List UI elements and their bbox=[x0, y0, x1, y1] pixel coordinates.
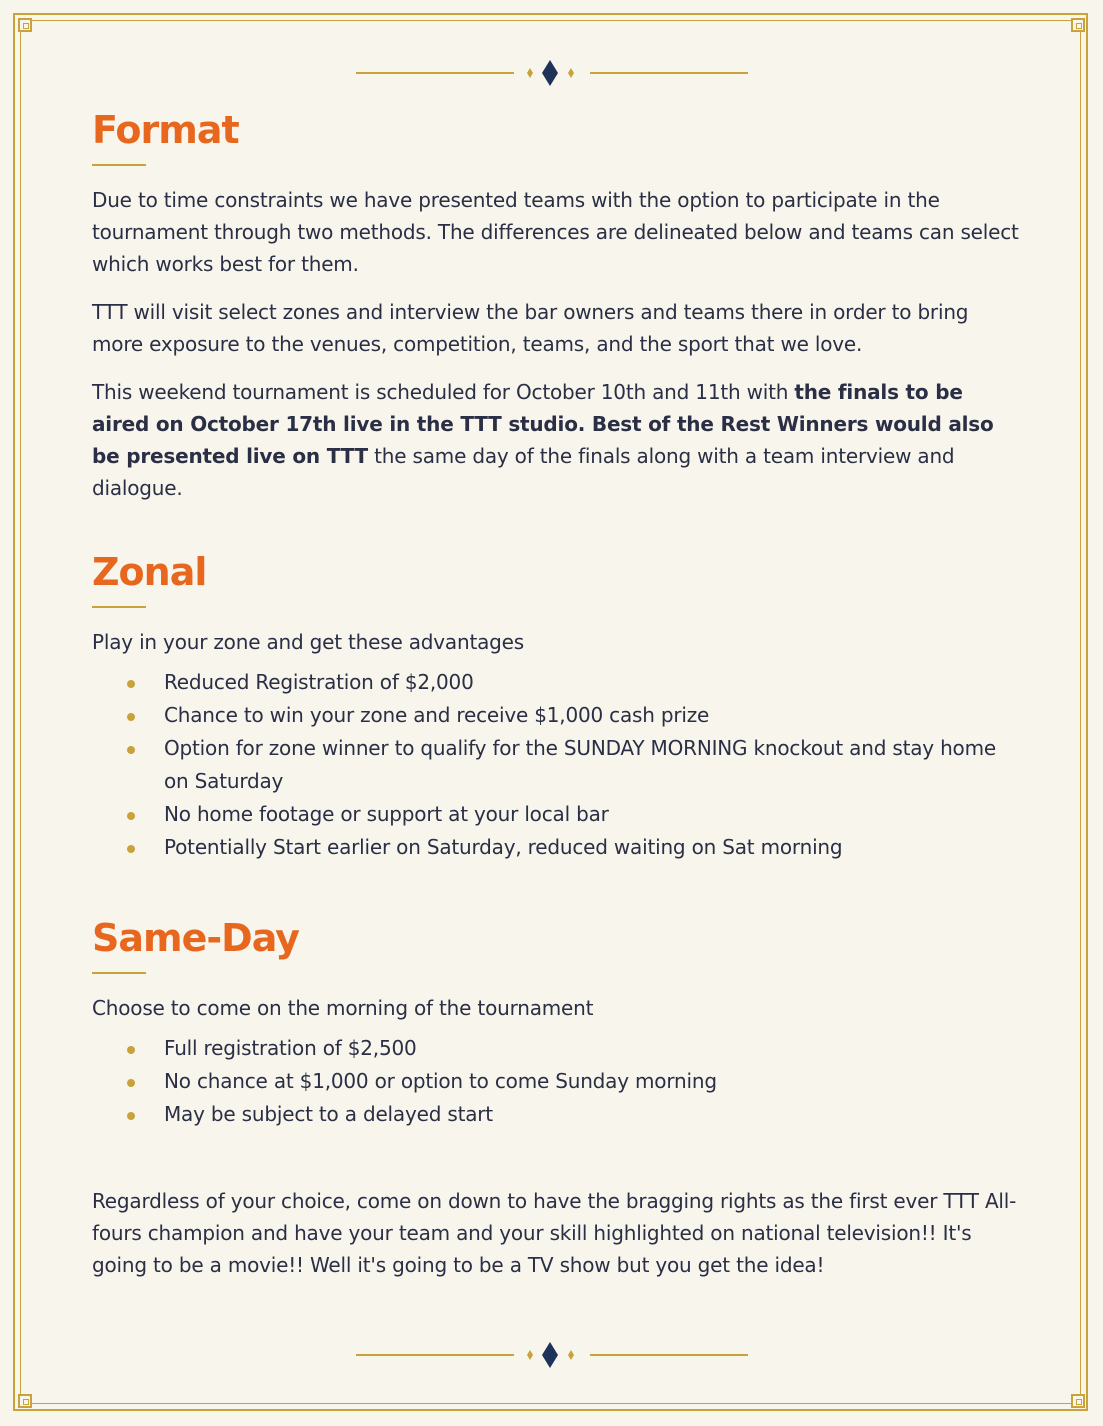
format-section bbox=[92, 100, 1022, 504]
same-day-list bbox=[92, 1032, 1022, 1131]
list-item: Option for zone winner to qualify for the SUNDAY MORNING knockout and stay home on Saturday bbox=[164, 732, 1022, 798]
zonal-intro: Play in your zone and get these advantages bbox=[92, 630, 524, 654]
list-item: Potentially Start earlier on Saturday, reduced waiting on Sat morning bbox=[164, 831, 1022, 864]
top-divider-ornament bbox=[356, 58, 748, 88]
closing-paragraph: Regardless of your choice, come on down to have the bragging rights as the first ever TTT All-fours champion and have your team and your skill highlighted on national television!! It's going to be a movie!! Well it's going to be a TV show but you get the idea! bbox=[92, 1189, 1017, 1277]
format-paragraph-1: Due to time constraints we have presented teams with the option to participate in the tournament through two methods. The differences are delineated below and teams can select which works best for them. bbox=[92, 188, 1019, 276]
corner-ornament-top-right bbox=[1071, 18, 1085, 32]
bottom-divider-ornament bbox=[356, 1340, 748, 1370]
format-paragraph-2: TTT will visit select zones and interview the bar owners and teams there in order to bring more exposure to the venues, competition, teams, and the sport that we love. bbox=[92, 300, 969, 356]
list-item: Chance to win your zone and receive $1,000 cash prize bbox=[164, 699, 1022, 732]
heading-underline bbox=[92, 972, 146, 974]
document-content bbox=[92, 100, 1022, 1297]
corner-ornament-bottom-right bbox=[1071, 1394, 1085, 1408]
zonal-advantages-list bbox=[92, 666, 1022, 864]
list-item: Reduced Registration of $2,000 bbox=[164, 666, 1022, 699]
corner-ornament-bottom-left bbox=[18, 1394, 32, 1408]
corner-ornament-top-left bbox=[18, 18, 32, 32]
format-p3-bold: the finals to be aired on October 17th live in the TTT studio. Best of the Rest Winners would also be presented live on TTT bbox=[92, 380, 994, 468]
format-heading: Format bbox=[92, 108, 239, 152]
zonal-section bbox=[92, 542, 1022, 864]
same-day-intro: Choose to come on the morning of the tournament bbox=[92, 996, 594, 1020]
zonal-heading: Zonal bbox=[92, 550, 207, 594]
format-paragraph-3 bbox=[92, 376, 1022, 504]
format-p3-end: the same day of the finals along with a team interview and dialogue. bbox=[92, 444, 955, 500]
format-p3-start: This weekend tournament is scheduled for October 10th and 11th with bbox=[92, 380, 795, 404]
list-item: Full registration of $2,500 bbox=[164, 1032, 1022, 1065]
list-item: No home footage or support at your local bar bbox=[164, 798, 1022, 831]
heading-underline bbox=[92, 164, 146, 166]
heading-underline bbox=[92, 606, 146, 608]
list-item: May be subject to a delayed start bbox=[164, 1098, 1022, 1131]
list-item: No chance at $1,000 or option to come Sunday morning bbox=[164, 1065, 1022, 1098]
same-day-heading: Same-Day bbox=[92, 916, 299, 960]
same-day-section bbox=[92, 908, 1022, 1131]
